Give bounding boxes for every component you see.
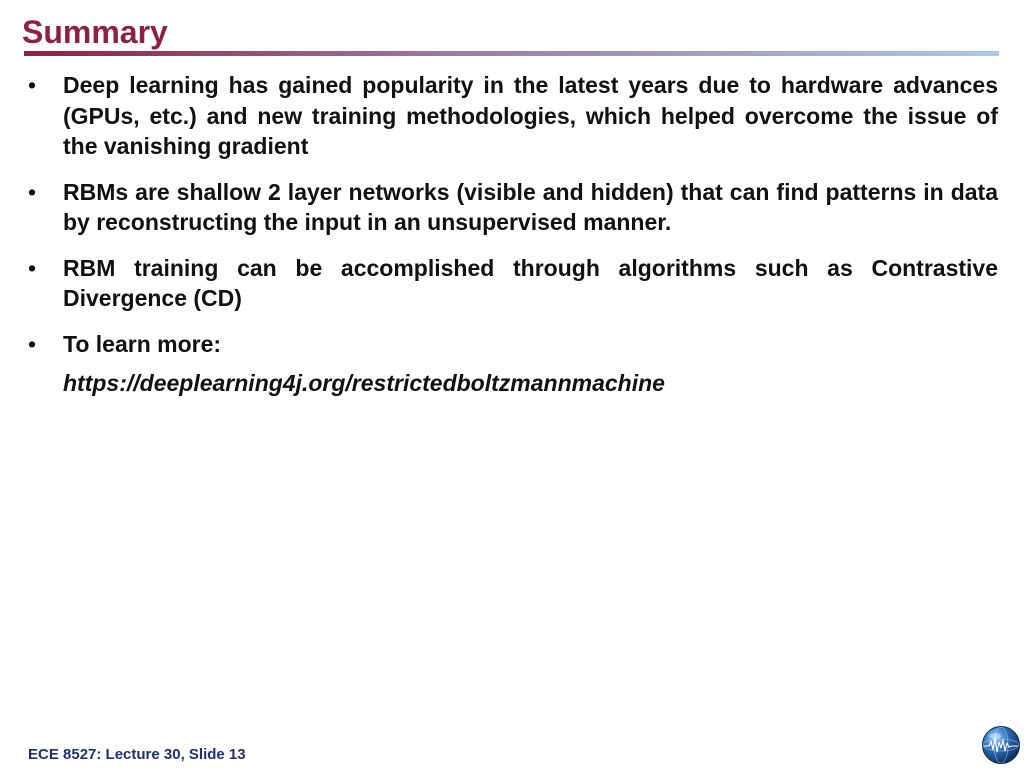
slide-footer: ECE 8527: Lecture 30, Slide 13 [28, 746, 246, 763]
bullet-text: RBMs are shallow 2 layer networks (visible and hidden) that can find patterns in data by reconstructing the input in an unsupervised manner. [63, 178, 998, 235]
bullet-marker: • [28, 330, 37, 357]
bullet-item [28, 253, 998, 314]
bullet-item [28, 329, 998, 360]
reference-link[interactable]: https://deeplearning4j.org/restrictedboltzmannmachine [63, 370, 665, 396]
slide-title: Summary [22, 14, 168, 50]
bullet-marker: • [28, 72, 37, 98]
bullet-marker: • [28, 178, 37, 205]
bullet-text: RBM training can be accomplished through algorithms such as Contrastive Divergence (CD) [63, 254, 998, 311]
globe-logo-icon [981, 725, 1021, 765]
bullet-item [28, 177, 998, 238]
bullet-text: To learn more: [63, 330, 222, 357]
bullet-item [28, 70, 998, 162]
title-divider [24, 51, 999, 56]
bullet-list [28, 70, 998, 398]
bullet-marker: • [28, 254, 37, 281]
bullet-text: Deep learning has gained popularity in the latest years due to hardware advances (GPUs, etc.) and new training methodologies, which helped overcome the issue of the vanishing gradient [63, 72, 998, 159]
